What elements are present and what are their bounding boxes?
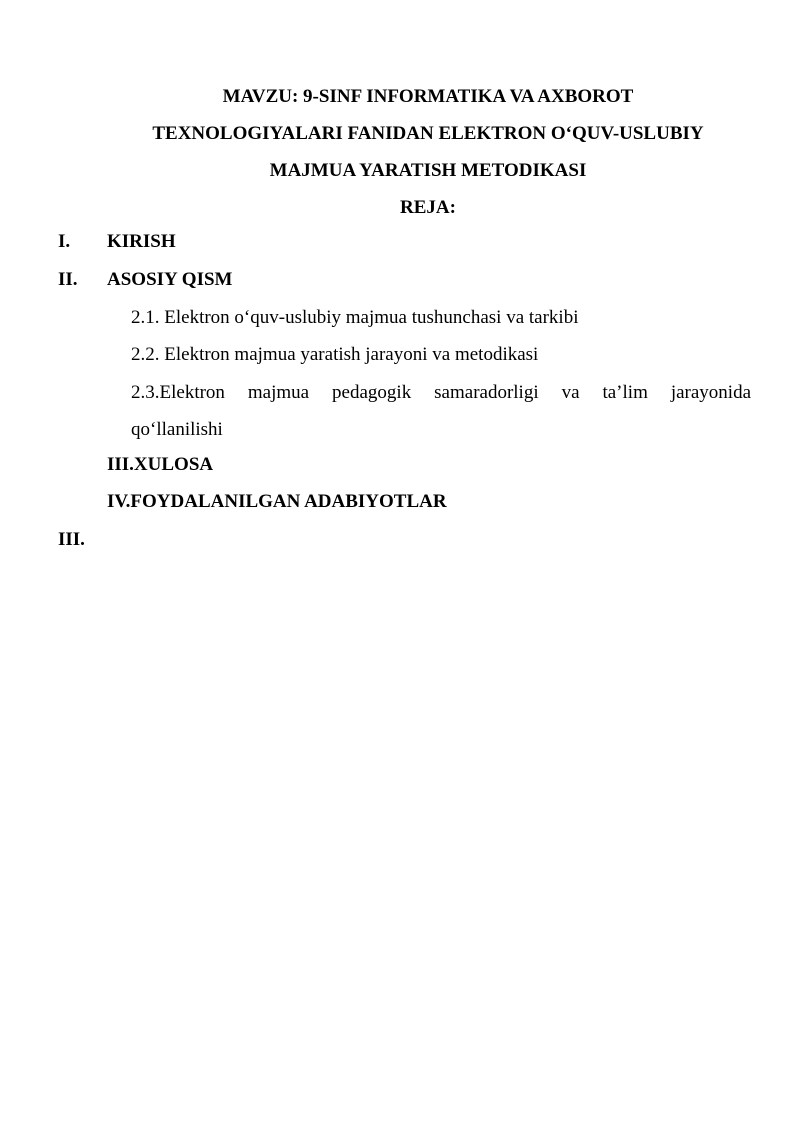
word: jarayonida <box>670 382 751 403</box>
word: ta’lim <box>602 382 648 403</box>
word: majmua <box>247 382 310 403</box>
title-line-2: TEXNOLOGIYALARI FANIDAN ELEKTRON O‘QUV-USLUBIY <box>152 123 704 144</box>
section-heading-introduction: KIRISH <box>107 231 176 252</box>
section-heading-conclusion: III.XULOSA <box>107 454 214 475</box>
plan-heading: REJA: <box>400 197 456 218</box>
subsection-2-3-line-1 <box>131 374 751 411</box>
title-line-3: MAJMUA YARATISH METODIKASI <box>269 160 587 181</box>
section-numeral-2: II. <box>58 269 78 290</box>
subsection-2-3-line-2: qo‘llanilishi <box>131 419 223 440</box>
trailing-list-numeral: III. <box>58 529 85 550</box>
title-line-1: MAVZU: 9-SINF INFORMATIKA VA AXBOROT <box>222 86 634 107</box>
document-title <box>60 78 796 226</box>
word: 2.3.Elektron <box>131 382 225 403</box>
section-numeral-1: I. <box>58 231 71 252</box>
subsection-2-2: 2.2. Elektron majmua yaratish jarayoni va metodikasi <box>131 344 539 365</box>
section-heading-main-part: ASOSIY QISM <box>107 269 233 290</box>
section-heading-references: IV.FOYDALANILGAN ADABIYOTLAR <box>107 491 447 512</box>
word: pedagogik <box>332 382 412 403</box>
word: va <box>561 382 580 403</box>
subsection-2-1: 2.1. Elektron o‘quv-uslubiy majmua tushunchasi va tarkibi <box>131 307 579 328</box>
subsection-2-3 <box>131 374 751 448</box>
word: samaradorligi <box>434 382 539 403</box>
